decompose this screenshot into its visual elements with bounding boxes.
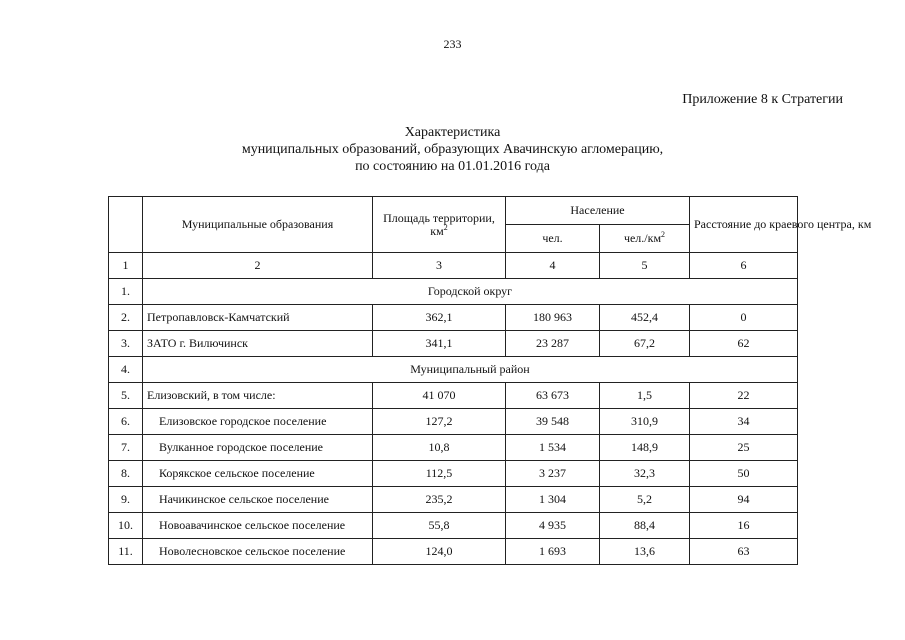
area-value: 41 070: [373, 383, 506, 409]
row-number: 5.: [109, 383, 143, 409]
column-number: 2: [143, 253, 373, 279]
distance-value: 63: [690, 539, 798, 565]
population-value: 180 963: [506, 305, 600, 331]
density-value: 67,2: [600, 331, 690, 357]
area-value: 112,5: [373, 461, 506, 487]
section-heading: Городской округ: [143, 279, 798, 305]
area-value: 55,8: [373, 513, 506, 539]
row-number: 3.: [109, 331, 143, 357]
row-number: 7.: [109, 435, 143, 461]
header-pop-people: чел.: [506, 225, 600, 253]
table-row: [109, 435, 798, 461]
row-number: 10.: [109, 513, 143, 539]
column-number-row: [109, 253, 798, 279]
section-heading: Муниципальный район: [143, 357, 798, 383]
municipality-name: ЗАТО г. Вилючинск: [143, 331, 373, 357]
header-municipal: Муниципальные образования: [143, 197, 373, 253]
municipality-name: Новоавачинское сельское поселение: [143, 513, 373, 539]
row-number: 4.: [109, 357, 143, 383]
area-value: 362,1: [373, 305, 506, 331]
municipalities-table: [108, 196, 872, 565]
header-number-cell: [109, 197, 143, 253]
row-number: 8.: [109, 461, 143, 487]
population-value: 23 287: [506, 331, 600, 357]
table-row: [109, 539, 798, 565]
page-number: 233: [443, 37, 462, 51]
header-distance: Расстояние до краевого центра, км: [690, 197, 798, 253]
population-value: 3 237: [506, 461, 600, 487]
row-number: 11.: [109, 539, 143, 565]
distance-value: 62: [690, 331, 798, 357]
density-value: 88,4: [600, 513, 690, 539]
municipality-name: Петропавловск-Камчатский: [143, 305, 373, 331]
municipality-name: Корякское сельское поселение: [143, 461, 373, 487]
area-value: 124,0: [373, 539, 506, 565]
header-pop-density: [600, 225, 690, 253]
table-row: [109, 331, 798, 357]
title-line-3: по состоянию на 01.01.2016 года: [355, 159, 550, 174]
municipality-name: Начикинское сельское поселение: [143, 487, 373, 513]
area-value: 341,1: [373, 331, 506, 357]
header-area-unit-exp: 2: [443, 222, 448, 232]
density-value: 5,2: [600, 487, 690, 513]
distance-value: 25: [690, 435, 798, 461]
document-title: [0, 124, 905, 175]
header-population: Население: [506, 197, 690, 225]
header-area: [373, 197, 506, 253]
area-value: 235,2: [373, 487, 506, 513]
population-value: 39 548: [506, 409, 600, 435]
area-value: 10,8: [373, 435, 506, 461]
table-row: [109, 487, 798, 513]
table-row: [109, 409, 798, 435]
header-area-label: Площадь территории,: [383, 210, 495, 225]
column-number: 1: [109, 253, 143, 279]
municipality-name: Новолесновское сельское поселение: [143, 539, 373, 565]
municipality-name: Елизовское городское поселение: [143, 409, 373, 435]
density-value: 148,9: [600, 435, 690, 461]
header-pop-density-exp: 2: [661, 230, 666, 239]
table-row: [109, 513, 798, 539]
column-number: 3: [373, 253, 506, 279]
header-row: [109, 197, 798, 225]
distance-value: 34: [690, 409, 798, 435]
distance-value: 0: [690, 305, 798, 331]
table-row: [109, 279, 798, 305]
header-pop-density-label: чел./км: [623, 231, 662, 245]
density-value: 32,3: [600, 461, 690, 487]
distance-value: 94: [690, 487, 798, 513]
area-value: 127,2: [373, 409, 506, 435]
density-value: 452,4: [600, 305, 690, 331]
municipality-name: Елизовский, в том числе:: [143, 383, 373, 409]
column-number: 6: [690, 253, 798, 279]
row-number: 1.: [109, 279, 143, 305]
appendix-label: Приложение 8 к Стратегии: [682, 92, 843, 107]
population-value: 63 673: [506, 383, 600, 409]
table-row: [109, 305, 798, 331]
population-value: 1 304: [506, 487, 600, 513]
table-row: [109, 383, 798, 409]
row-number: 9.: [109, 487, 143, 513]
distance-value: 16: [690, 513, 798, 539]
table-row: [109, 461, 798, 487]
header-area-unit: км: [430, 223, 444, 238]
row-number: 6.: [109, 409, 143, 435]
distance-value: 22: [690, 383, 798, 409]
density-value: 1,5: [600, 383, 690, 409]
population-value: 1 534: [506, 435, 600, 461]
row-number: 2.: [109, 305, 143, 331]
population-value: 1 693: [506, 539, 600, 565]
distance-value: 50: [690, 461, 798, 487]
density-value: 310,9: [600, 409, 690, 435]
column-number: 5: [600, 253, 690, 279]
municipality-name: Вулканное городское поселение: [143, 435, 373, 461]
population-value: 4 935: [506, 513, 600, 539]
column-number: 4: [506, 253, 600, 279]
title-line-2: муниципальных образований, образующих Авачинскую агломерацию,: [241, 142, 664, 157]
title-line-1: Характеристика: [404, 125, 501, 140]
density-value: 13,6: [600, 539, 690, 565]
table-row: [109, 357, 798, 383]
